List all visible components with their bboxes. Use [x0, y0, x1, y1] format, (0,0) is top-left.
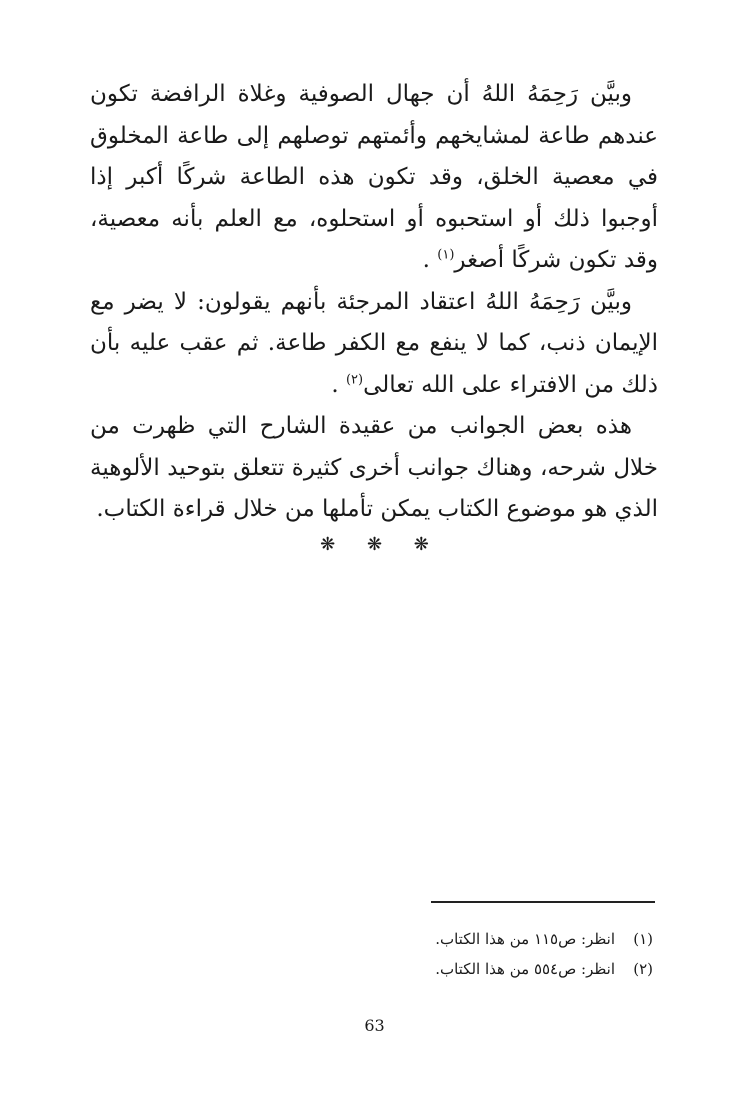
paragraph-text: وبيَّن رَحِمَهُ اللهُ أن جهال الصوفية وغلاة الرافضة تكون عندهم طاعة لمشايخهم وأئمتهم توصلهم إلى طاعة المخلوق في معصية الخلق، وقد تكون هذه الطاعة شركًا أكبر إذا أوجبوا ذلك أو استحبوه أو استحلوه، مع العلم بأنه معصية، وقد تكون شركًا أصغر: [90, 81, 658, 273]
footnote-ref-1: (١): [437, 247, 455, 263]
footnote-divider: [431, 901, 655, 903]
footnote-text: انظر: ص٥٥٤ من هذا الكتاب.: [435, 960, 615, 978]
footnote-item: [300, 924, 653, 954]
section-separator: [0, 534, 749, 555]
paragraph-summary: [90, 406, 658, 531]
paragraph-sufi-obedience: [90, 74, 658, 282]
page-number: 63: [364, 1016, 385, 1035]
paragraph-end: .: [331, 371, 346, 398]
star-ornament-icon: ❋: [413, 534, 429, 555]
main-text: [90, 74, 658, 531]
star-ornament-icon: ❋: [366, 534, 383, 555]
paragraph-end: .: [422, 247, 438, 273]
footnotes: [300, 924, 653, 984]
paragraph-text: هذه بعض الجوانب من عقيدة الشارح التي ظهرت من خلال شرحه، وهناك جوانب أخرى كثيرة تتعلق بتوحيد الألوهية الذي هو موضوع الكتاب يمكن تأملها من خلال قراءة الكتاب.: [90, 413, 658, 522]
footnote-ref-2: (٢): [345, 371, 364, 387]
star-ornament-icon: ❋: [320, 534, 336, 555]
paragraph-text: وبيَّن رَحِمَهُ اللهُ اعتقاد المرجئة بأنهم يقولون: لا يضر مع الإيمان ذنب، كما لا ينفع مع الكفر طاعة. ثم عقب عليه بأن ذلك من الافتراء على الله تعالى: [90, 288, 658, 398]
footnote-number: (١): [633, 930, 653, 948]
paragraph-murjia: [90, 282, 658, 407]
footnote-text: انظر: ص١١٥ من هذا الكتاب.: [435, 930, 615, 948]
footnote-number: (٢): [633, 960, 653, 978]
footnote-item: [300, 954, 653, 984]
